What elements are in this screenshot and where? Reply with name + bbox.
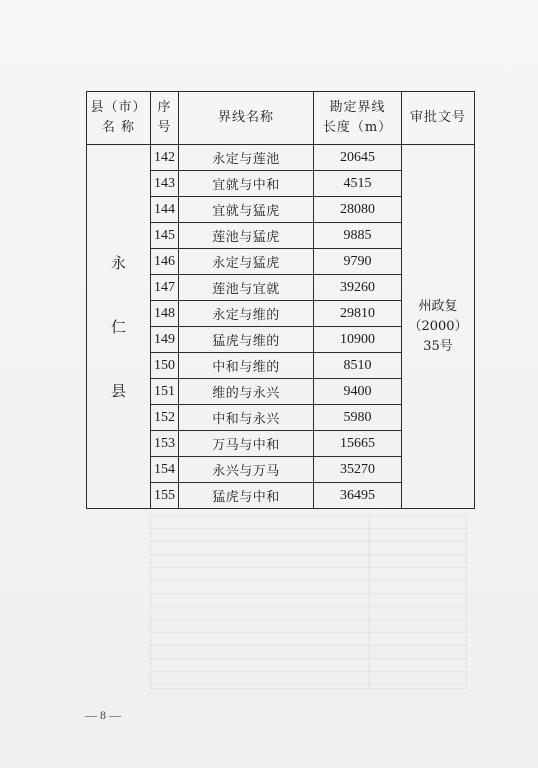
length-cell: 9885 [314,223,402,249]
length-cell: 15665 [314,431,402,457]
bleed-through-shadow [150,515,467,689]
boundary-name-cell: 永定与猛虎 [179,249,314,275]
length-cell: 10900 [314,327,402,353]
seq-cell: 147 [151,275,179,301]
length-cell: 35270 [314,457,402,483]
boundary-name-cell: 猛虎与维的 [179,327,314,353]
boundary-table [86,91,475,509]
header-boundary-name: 界线名称 [179,92,314,145]
boundary-name-cell: 中和与永兴 [179,405,314,431]
boundary-name-cell: 维的与永兴 [179,379,314,405]
seq-cell: 148 [151,301,179,327]
approval-cell: 州政复 （2000） 35号 [402,145,475,509]
boundary-name-cell: 莲池与宜就 [179,275,314,301]
boundary-name-cell: 猛虎与中和 [179,483,314,509]
length-cell: 8510 [314,353,402,379]
seq-cell: 154 [151,457,179,483]
boundary-name-cell: 永兴与万马 [179,457,314,483]
boundary-name-cell: 宜就与中和 [179,171,314,197]
length-cell: 9400 [314,379,402,405]
length-cell: 20645 [314,145,402,171]
boundary-name-cell: 万马与中和 [179,431,314,457]
seq-cell: 144 [151,197,179,223]
length-cell: 9790 [314,249,402,275]
county-cell: 永 仁 县 [87,145,151,509]
length-cell: 4515 [314,171,402,197]
seq-cell: 149 [151,327,179,353]
seq-cell: 150 [151,353,179,379]
boundary-name-cell: 永定与莲池 [179,145,314,171]
seq-cell: 146 [151,249,179,275]
boundary-name-cell: 宜就与猛虎 [179,197,314,223]
page-number: — 8 — [85,708,121,722]
header-length: 勘定界线 长度（m） [314,92,402,145]
seq-cell: 143 [151,171,179,197]
seq-cell: 152 [151,405,179,431]
length-cell: 39260 [314,275,402,301]
seq-cell: 155 [151,483,179,509]
length-cell: 5980 [314,405,402,431]
seq-cell: 153 [151,431,179,457]
seq-cell: 145 [151,223,179,249]
seq-cell: 151 [151,379,179,405]
boundary-name-cell: 中和与维的 [179,353,314,379]
table-row [87,145,475,171]
boundary-name-cell: 永定与维的 [179,301,314,327]
header-approval: 审批文号 [402,92,475,145]
length-cell: 29810 [314,301,402,327]
table-header-row [87,92,475,145]
length-cell: 28080 [314,197,402,223]
header-county: 县（市） 名 称 [87,92,151,145]
length-cell: 36495 [314,483,402,509]
seq-cell: 142 [151,145,179,171]
boundary-name-cell: 莲池与猛虎 [179,223,314,249]
header-seq: 序 号 [151,92,179,145]
